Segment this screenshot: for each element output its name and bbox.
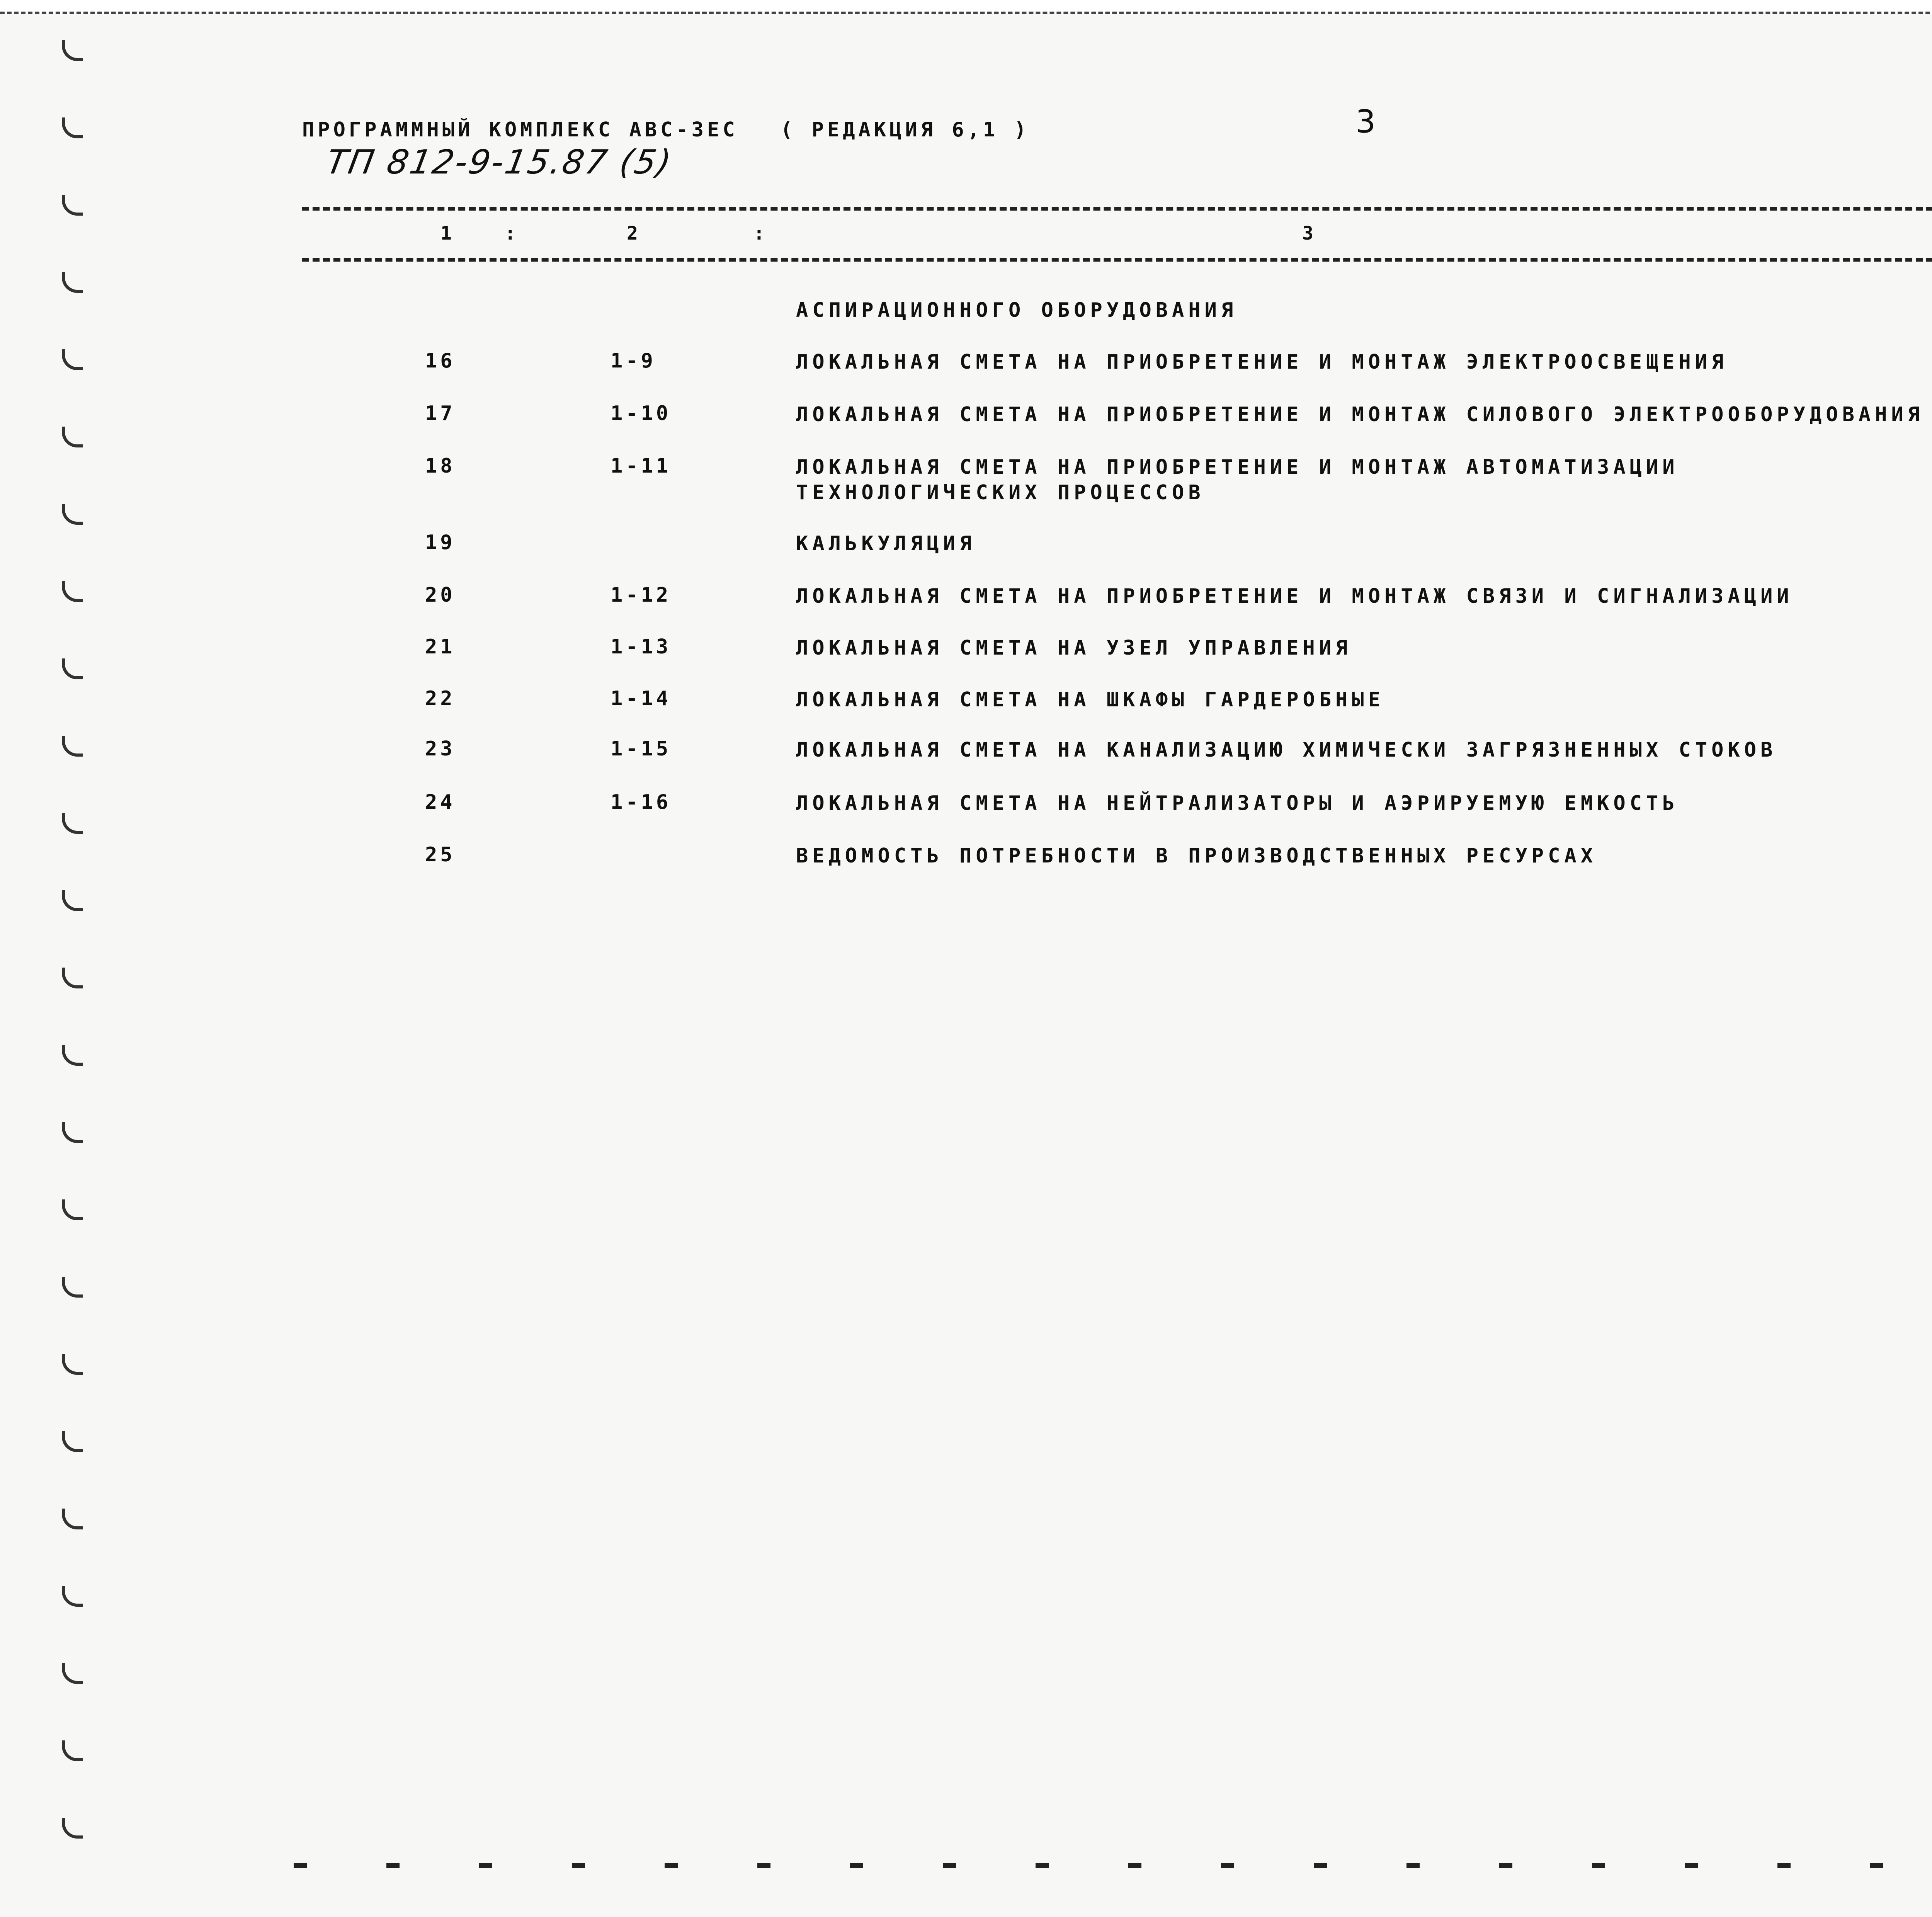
- row-number: 24: [425, 791, 456, 814]
- estimate-code: 1-9: [611, 349, 656, 373]
- perforation-mark: [62, 427, 83, 447]
- header-rule-top: [302, 207, 1932, 211]
- perforation-mark: [62, 1509, 83, 1529]
- estimate-code: 1-14: [611, 687, 672, 710]
- perforation-mark: [62, 658, 83, 679]
- perforation-mark: [62, 117, 83, 138]
- bottom-perforation-dashes: [294, 1863, 1932, 1868]
- row-title: ЛОКАЛЬНАЯ СМЕТА НА ПРИОБРЕТЕНИЕ И МОНТАЖ СВЯЗИ И СИГНАЛИЗАЦИИ: [796, 585, 1793, 608]
- row-number: 16: [425, 349, 456, 373]
- row-title: ВЕДОМОСТЬ ПОТРЕБНОСТИ В ПРОИЗВОДСТВЕННЫХ РЕСУРСАХ: [796, 844, 1597, 867]
- row-number: 19: [425, 531, 456, 554]
- perforation-dash: [850, 1863, 863, 1868]
- row-title: АСПИРАЦИОННОГО ОБОРУДОВАНИЯ: [796, 299, 1238, 322]
- column-1-header: 1: [440, 223, 452, 244]
- perforation-mark: [62, 1277, 83, 1298]
- perforation-dash: [1221, 1863, 1234, 1868]
- perforation-mark: [62, 504, 83, 525]
- row-number: 17: [425, 402, 456, 425]
- row-title: ЛОКАЛЬНАЯ СМЕТА НА НЕЙТРАЛИЗАТОРЫ И АЭРИРУЕМУЮ ЕМКОСТЬ: [796, 792, 1679, 815]
- perforation-mark: [62, 1354, 83, 1375]
- estimate-code: 1-13: [611, 635, 672, 658]
- perforation-dash: [386, 1863, 400, 1868]
- header-rule-bottom: [302, 258, 1932, 262]
- perforation-dash: [1499, 1863, 1512, 1868]
- project-number-handwritten: ТП 812-9-15.87 (5): [323, 143, 675, 182]
- perforation-dash: [1870, 1863, 1883, 1868]
- perforation-mark: [62, 1199, 83, 1220]
- perforation-dash: [1036, 1863, 1049, 1868]
- perforation-dash: [572, 1863, 585, 1868]
- perforation-mark: [62, 813, 83, 834]
- column-separator: :: [753, 223, 765, 244]
- perforation-dash: [294, 1863, 307, 1868]
- edition-label: ( РЕДАКЦИЯ 6,1 ): [781, 118, 1030, 141]
- row-number: 25: [425, 843, 456, 866]
- perforation-mark: [62, 581, 83, 602]
- perforation-mark: [62, 40, 83, 61]
- row-number: 18: [425, 454, 456, 478]
- perforation-dash: [1128, 1863, 1141, 1868]
- estimate-code: 1-10: [611, 402, 672, 425]
- left-perforation-strip: [46, 0, 93, 1917]
- perforation-dash: [479, 1863, 492, 1868]
- column-separator: :: [505, 223, 516, 244]
- page-number: 3: [1355, 104, 1376, 140]
- row-title: ЛОКАЛЬНАЯ СМЕТА НА ШКАФЫ ГАРДЕРОБНЫЕ: [796, 688, 1385, 711]
- perforation-dash: [1406, 1863, 1420, 1868]
- perforation-mark: [62, 1586, 83, 1607]
- paper-top-edge: [0, 0, 1932, 14]
- perforation-mark: [62, 349, 83, 370]
- estimate-code: 1-15: [611, 737, 672, 760]
- perforation-dash: [665, 1863, 678, 1868]
- column-2-header: 2: [627, 223, 638, 244]
- estimate-code: 1-11: [611, 454, 672, 478]
- row-title: ЛОКАЛЬНАЯ СМЕТА НА ПРИОБРЕТЕНИЕ И МОНТАЖ ЭЛЕКТРООСВЕЩЕНИЯ: [796, 350, 1728, 374]
- perforation-dash: [943, 1863, 956, 1868]
- perforation-mark: [62, 968, 83, 988]
- program-title: ПРОГРАММНЫЙ КОМПЛЕКС АВС-3ЕС: [302, 118, 738, 141]
- perforation-dash: [1314, 1863, 1327, 1868]
- row-title: КАЛЬКУЛЯЦИЯ: [796, 532, 976, 555]
- perforation-dash: [1592, 1863, 1605, 1868]
- row-title: ЛОКАЛЬНАЯ СМЕТА НА УЗЕЛ УПРАВЛЕНИЯ: [796, 636, 1352, 660]
- perforation-dash: [1685, 1863, 1698, 1868]
- perforation-mark: [62, 1818, 83, 1839]
- row-title: ЛОКАЛЬНАЯ СМЕТА НА ПРИОБРЕТЕНИЕ И МОНТАЖ АВТОМАТИЗАЦИИ ТЕХНОЛОГИЧЕСКИХ ПРОЦЕССОВ: [796, 456, 1679, 504]
- perforation-dash: [1777, 1863, 1791, 1868]
- perforation-mark: [62, 195, 83, 216]
- perforation-mark: [62, 736, 83, 757]
- perforation-mark: [62, 1740, 83, 1761]
- perforation-dash: [757, 1863, 770, 1868]
- row-number: 22: [425, 687, 456, 710]
- perforation-mark: [62, 1045, 83, 1066]
- perforation-mark: [62, 1663, 83, 1684]
- perforation-mark: [62, 890, 83, 911]
- row-title: ЛОКАЛЬНАЯ СМЕТА НА ПРИОБРЕТЕНИЕ И МОНТАЖ СИЛОВОГО ЭЛЕКТРООБОРУДОВАНИЯ: [796, 403, 1924, 426]
- row-number: 21: [425, 635, 456, 658]
- perforation-mark: [62, 272, 83, 293]
- column-3-header: 3: [1302, 223, 1313, 244]
- perforation-mark: [62, 1431, 83, 1452]
- row-number: 20: [425, 583, 456, 607]
- perforation-mark: [62, 1122, 83, 1143]
- estimate-code: 1-12: [611, 583, 672, 607]
- row-title: ЛОКАЛЬНАЯ СМЕТА НА КАНАЛИЗАЦИЮ ХИМИЧЕСКИ ЗАГРЯЗНЕННЫХ СТОКОВ: [796, 738, 1777, 762]
- estimate-code: 1-16: [611, 791, 672, 814]
- row-number: 23: [425, 737, 456, 760]
